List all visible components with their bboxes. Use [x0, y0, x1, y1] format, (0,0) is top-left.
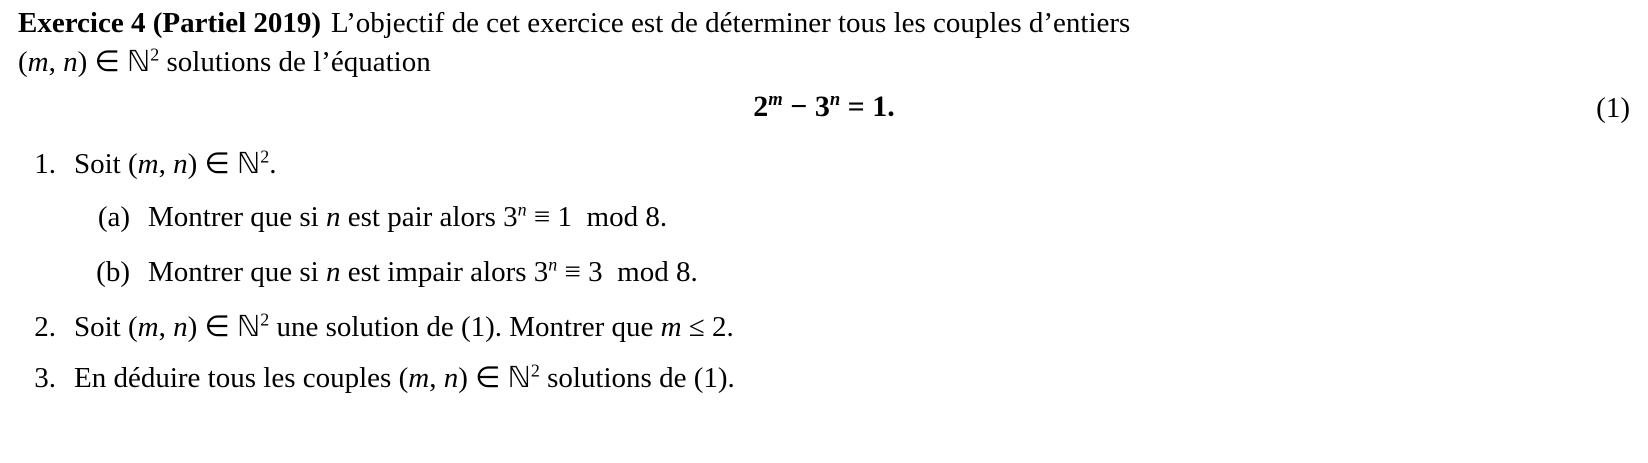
q1b-exponent: n [548, 254, 558, 275]
exercise-question-list [0, 146, 1648, 415]
list-item-text [148, 199, 1648, 233]
q1a-variable-n: n [326, 201, 341, 233]
q1b-modulus: mod 8. [617, 256, 698, 288]
q2-part1: Soit ( [74, 311, 138, 343]
list-item-number: (b) [96, 256, 130, 288]
q1-comma: , [158, 148, 174, 180]
equation-tag: (1) [1596, 92, 1630, 124]
q1-part3: . [269, 148, 277, 180]
q1b-part1: Montrer que si [148, 256, 326, 288]
exercise-intro-text: L’objectif de cet exercice est de déterminer tous les couples d’entiers [331, 7, 1131, 39]
q1a-part3: ≡ 1 [526, 201, 573, 233]
equation-rest: = 1. [840, 90, 895, 123]
list-item [0, 360, 1648, 394]
q3-part2: ) ∈ ℕ [458, 362, 531, 394]
intro-line2-open: ( [18, 45, 28, 78]
q1b-part3: ≡ 3 [557, 256, 603, 288]
equation-exponent-n: n [829, 89, 841, 110]
q2-variable-n: n [173, 311, 188, 343]
list-item-text [148, 254, 1648, 288]
equation-minus: − [782, 90, 815, 123]
q2-part4: ≤ 2. [681, 311, 734, 343]
q1-variable-m: m [137, 148, 159, 180]
q3-exponent: 2 [530, 360, 540, 381]
q1-exponent: 2 [260, 146, 270, 167]
q3-comma: , [429, 362, 444, 394]
q3-variable-n: n [443, 362, 459, 394]
q1b-variable-n: n [326, 256, 341, 288]
q1a-exponent: n [517, 199, 527, 220]
numbered-equation [0, 90, 1648, 132]
list-item-text [74, 360, 1648, 394]
q3-part3: solutions de (1). [539, 362, 735, 394]
list-item-number: (a) [97, 201, 130, 233]
q1b-part2: est impair alors 3 [340, 256, 549, 288]
q2-variable-m: m [137, 311, 159, 343]
intro-line2-mid: ) ∈ ℕ [77, 45, 151, 78]
variable-n: n [63, 45, 78, 78]
q2-exponent: 2 [260, 309, 270, 330]
list-item-number: 2. [34, 311, 56, 343]
list-item-number: 1. [34, 148, 56, 180]
equation-base2: 3 [814, 90, 830, 123]
q1-part2: ) ∈ ℕ [187, 148, 261, 180]
exercise-intro-paragraph [18, 4, 1632, 81]
q1a-part1: Montrer que si [148, 201, 326, 233]
q2-part3: une solution de (1). Montrer que [269, 311, 661, 343]
q1a-modulus: mod 8. [586, 201, 668, 233]
q2-variable-m2: m [660, 311, 682, 343]
q3-variable-m: m [408, 362, 430, 394]
intro-line2-rest: solutions de l’équation [159, 45, 431, 78]
exercise-title: Exercice 4 (Partiel 2019) [18, 7, 322, 39]
q1-part1: Soit ( [74, 148, 138, 180]
intro-line2-exponent: 2 [150, 43, 160, 64]
list-item [0, 146, 1648, 180]
list-item [0, 309, 1648, 343]
equation-exponent-m: m [768, 89, 783, 110]
equation-base1: 2 [753, 90, 769, 123]
list-item [0, 199, 1648, 233]
q3-part1: En déduire tous les couples ( [74, 362, 409, 394]
variable-m: m [27, 45, 49, 78]
q2-part2: ) ∈ ℕ [187, 311, 261, 343]
list-item-number: 3. [34, 362, 56, 394]
q1-variable-n: n [173, 148, 188, 180]
list-item-text [74, 309, 1648, 343]
q2-comma: , [158, 311, 174, 343]
intro-comma: , [48, 45, 64, 78]
equation-body [0, 90, 1648, 124]
list-item [0, 254, 1648, 288]
q1a-part2: est pair alors 3 [340, 201, 518, 233]
list-item-text [74, 146, 1648, 180]
